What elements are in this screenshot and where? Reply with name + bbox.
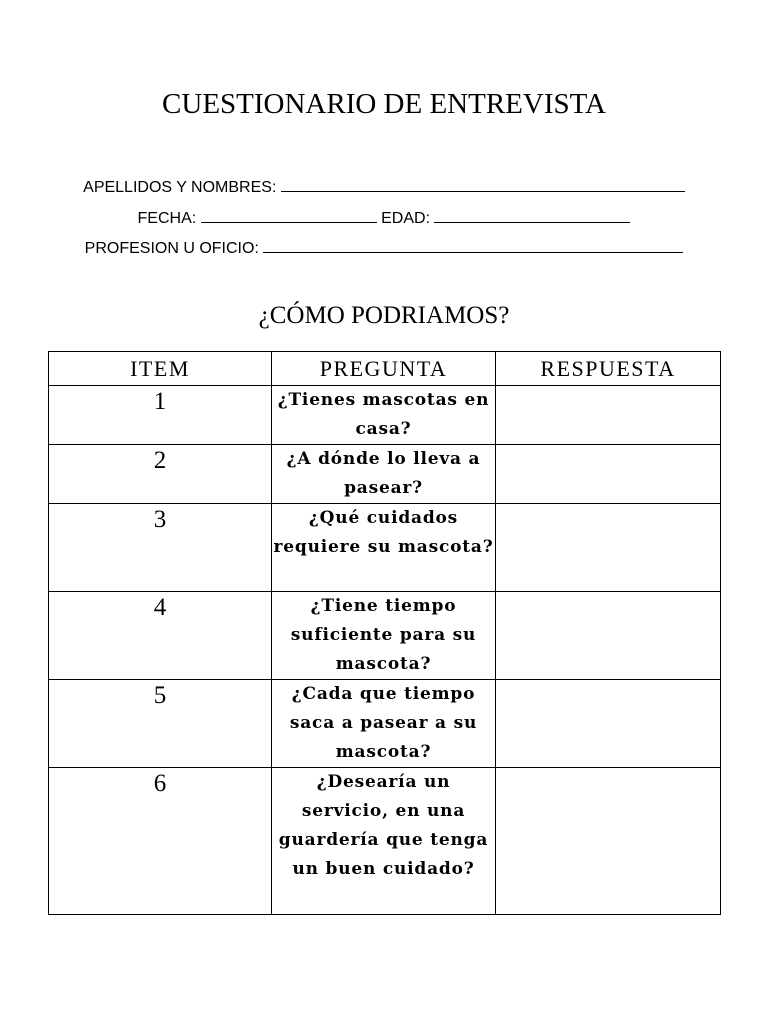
names-field-row (0, 176, 768, 198)
profession-field-row (0, 237, 768, 259)
item-number: 4 (49, 592, 272, 680)
item-number: 5 (49, 680, 272, 768)
question-text: ¿Qué cuidados requiere su mascota? (272, 504, 496, 592)
profession-blank[interactable] (263, 237, 683, 253)
item-number: 1 (49, 386, 272, 445)
question-text: ¿Tiene tiempo suficiente para su mascota? (272, 592, 496, 680)
answer-cell[interactable] (496, 445, 721, 504)
table-row (49, 592, 721, 680)
age-label: EDAD: (381, 210, 431, 227)
date-label: FECHA: (137, 210, 197, 227)
questionnaire-table (48, 351, 721, 915)
profession-label: PROFESION U OFICIO: (84, 240, 259, 257)
section-subtitle: ¿CÓMO PODRIAMOS? (258, 302, 510, 329)
table-row (49, 504, 721, 592)
header-question: PREGUNTA (272, 352, 496, 386)
answer-cell[interactable] (496, 680, 721, 768)
table-row (49, 386, 721, 445)
table-row (49, 680, 721, 768)
answer-cell[interactable] (496, 592, 721, 680)
header-item: ITEM (49, 352, 272, 386)
question-text: ¿Desearía un servicio, en una guardería que tenga un buen cuidado? (272, 768, 496, 915)
date-age-field-row (0, 207, 768, 229)
document-title: CUESTIONARIO DE ENTREVISTA (162, 88, 606, 120)
question-text: ¿Cada que tiempo saca a pasear a su mascota? (272, 680, 496, 768)
answer-cell[interactable] (496, 386, 721, 445)
item-number: 3 (49, 504, 272, 592)
table-header-row (49, 352, 721, 386)
table-row (49, 768, 721, 915)
header-answer: RESPUESTA (496, 352, 721, 386)
item-number: 2 (49, 445, 272, 504)
item-number: 6 (49, 768, 272, 915)
date-blank[interactable] (201, 207, 377, 223)
question-text: ¿A dónde lo lleva a pasear? (272, 445, 496, 504)
table-row (49, 445, 721, 504)
names-label: APELLIDOS Y NOMBRES: (83, 179, 277, 196)
answer-cell[interactable] (496, 504, 721, 592)
question-text: ¿Tienes mascotas en casa? (272, 386, 496, 445)
answer-cell[interactable] (496, 768, 721, 915)
age-blank[interactable] (434, 207, 630, 223)
names-blank[interactable] (281, 176, 685, 192)
